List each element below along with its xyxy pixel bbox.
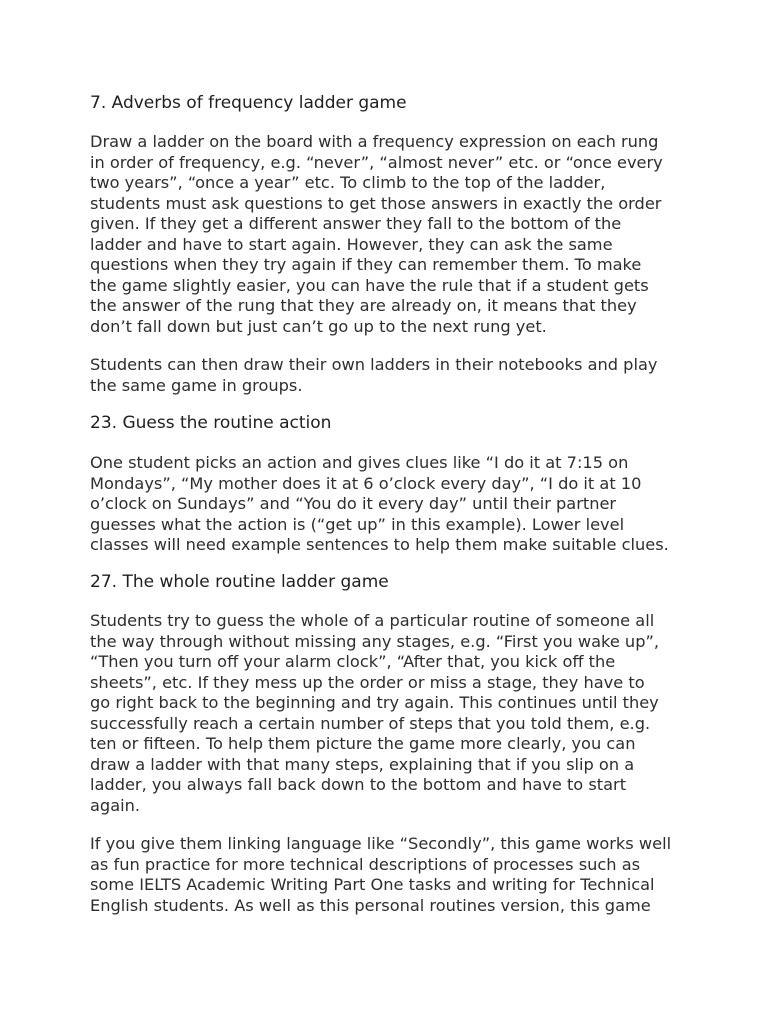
section-heading-adverbs-ladder: 7. Adverbs of frequency ladder game: [90, 93, 407, 113]
text-line: Students try to guess the whole of a particular routine of someone all: [90, 611, 655, 630]
text-line: ten or fifteen. To help them picture the game more clearly, you can: [90, 734, 636, 753]
paragraph-adverbs-ladder-1: [90, 132, 690, 337]
text-line: as fun practice for more technical descriptions of processes such as: [90, 854, 641, 874]
text-line: the same game in groups.: [90, 375, 303, 395]
text-line: two years”, “once a year” etc. To climb to the top of the ladder,: [90, 173, 606, 192]
text-line: If you give them linking language like “Secondly”, this game works well: [90, 834, 672, 853]
paragraph-guess-routine: [90, 453, 690, 556]
text-line: o’clock on Sundays” and “You do it every day” until their partner: [90, 494, 617, 513]
text-line: guesses what the action is (“get up” in this example). Lower level: [90, 514, 625, 534]
section-heading-whole-routine: 27. The whole routine ladder game: [90, 572, 389, 592]
text-line: sheets”, etc. If they mess up the order or miss a stage, they have to: [90, 672, 645, 692]
text-line: Draw a ladder on the board with a frequency expression on each rung: [90, 132, 659, 151]
text-line: the answer of the rung that they are already on, it means that they: [90, 296, 637, 315]
text-line: in order of frequency, e.g. “never”, “almost never” etc. or “once every: [90, 152, 663, 172]
text-line: “Then you turn off your alarm clock”, “After that, you kick off the: [90, 652, 616, 671]
paragraph-whole-routine-2: [90, 834, 690, 916]
text-line: Students can then draw their own ladders in their notebooks and play: [90, 355, 658, 374]
text-line: ladder, you always fall back down to the bottom and have to start: [90, 775, 627, 794]
text-line: questions when they try again if they can remember them. To make: [90, 255, 642, 274]
text-line: go right back to the beginning and try again. This continues until they: [90, 693, 659, 712]
paragraph-whole-routine-1: [90, 611, 690, 816]
text-line: given. If they get a different answer they fall to the bottom of the: [90, 214, 622, 233]
text-line: ladder and have to start again. However, they can ask the same: [90, 234, 613, 254]
text-line: the way through without missing any stages, e.g. “First you wake up”,: [90, 631, 660, 651]
text-line: some IELTS Academic Writing Part One tasks and writing for Technical: [90, 875, 655, 894]
text-line: successfully reach a certain number of steps that you told them, e.g.: [90, 713, 651, 733]
text-line: Mondays”, “My mother does it at 6 o’clock every day”, “I do it at 10: [90, 473, 642, 493]
text-line: classes will need example sentences to help them make suitable clues.: [90, 535, 669, 554]
text-line: One student picks an action and gives clues like “I do it at 7:15 on: [90, 453, 629, 472]
text-line: students must ask questions to get those answers in exactly the order: [90, 193, 662, 213]
paragraph-adverbs-ladder-2: [90, 355, 690, 396]
text-line: the game slightly easier, you can have the rule that if a student gets: [90, 275, 649, 295]
text-line: English students. As well as this personal routines version, this game: [90, 895, 651, 915]
text-line: draw a ladder with that many steps, explaining that if you slip on a: [90, 754, 635, 774]
text-line: again.: [90, 795, 141, 815]
section-heading-guess-routine: 23. Guess the routine action: [90, 413, 332, 433]
text-line: don’t fall down but just can’t go up to the next rung yet.: [90, 316, 547, 336]
